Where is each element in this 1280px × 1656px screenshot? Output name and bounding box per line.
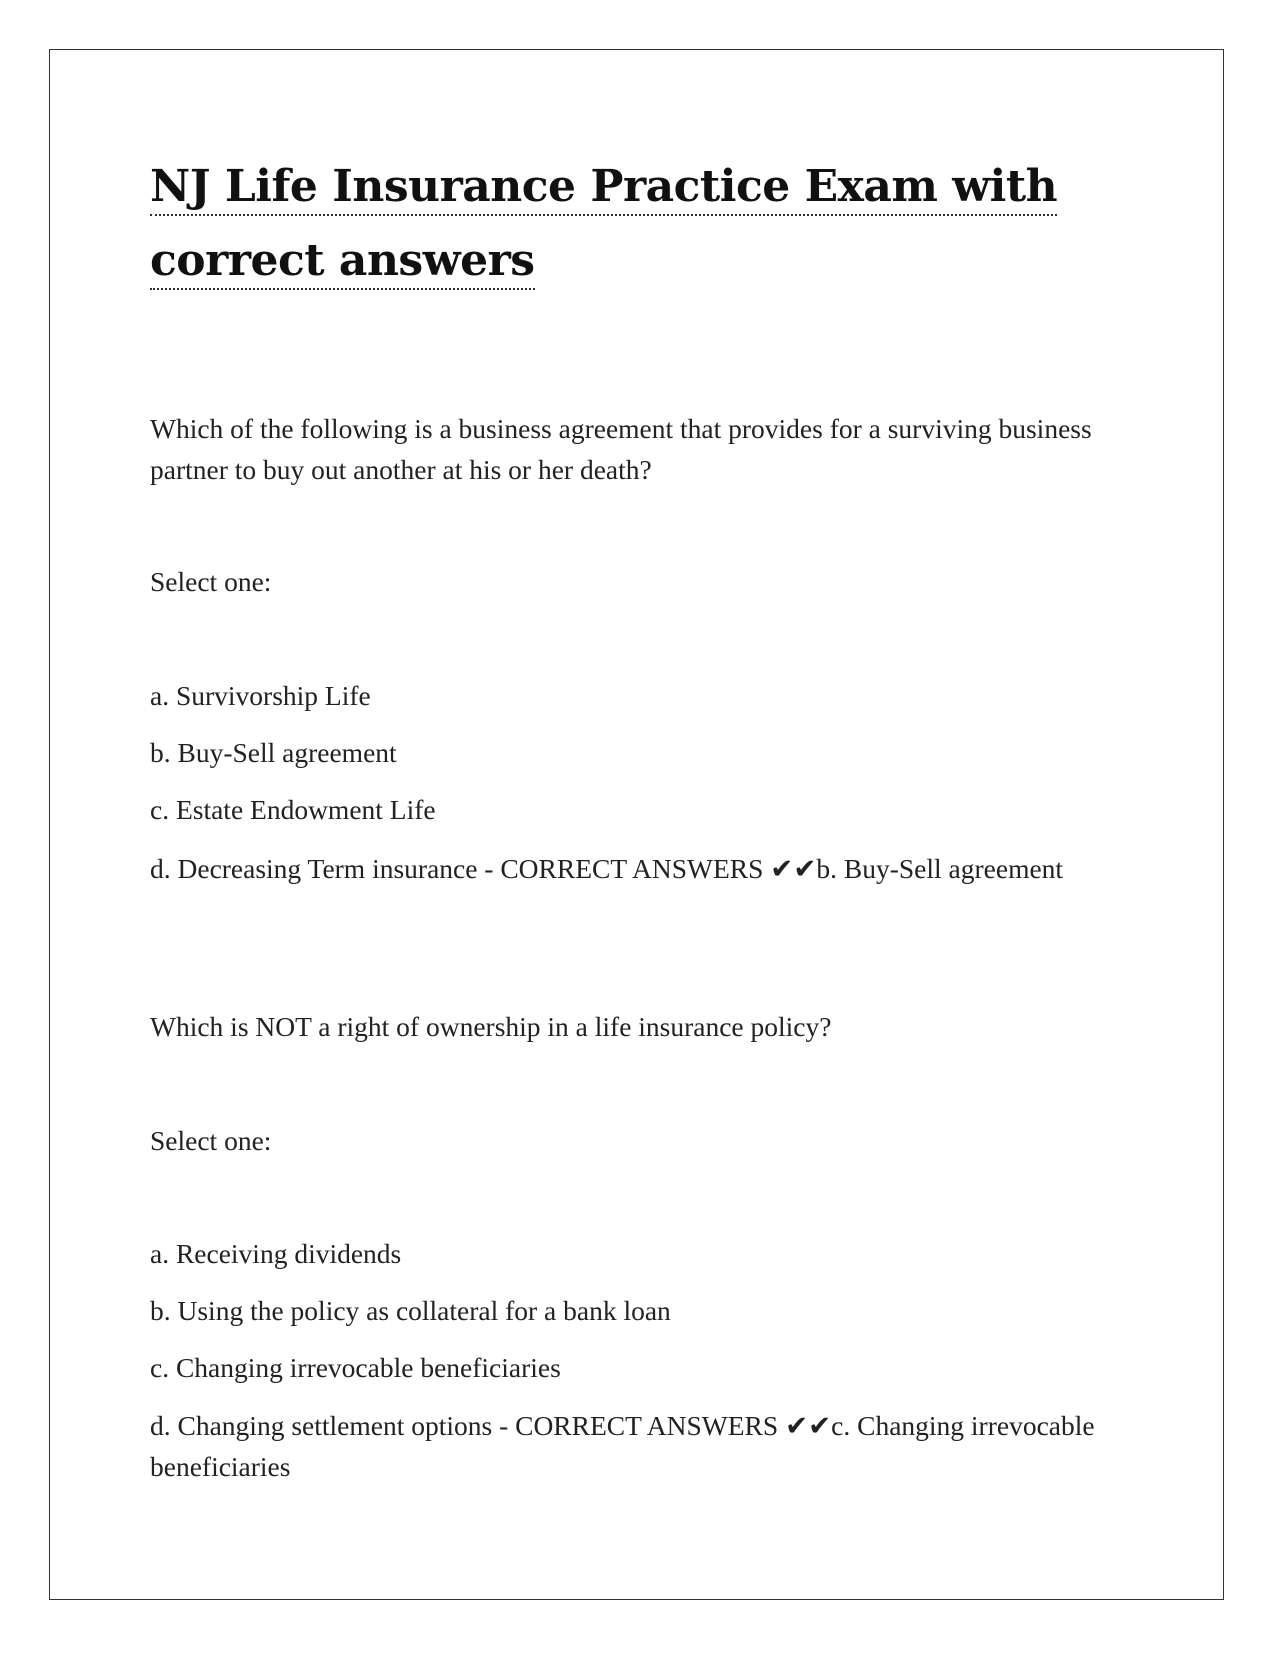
question-1-option-a: a. Survivorship Life bbox=[150, 680, 371, 711]
question-1-option-d-answer: d. Decreasing Term insurance - CORRECT ANSWERS ✔✔b. Buy-Sell agreement bbox=[150, 853, 1064, 884]
question-2-option-c: c. Changing irrevocable beneficiaries bbox=[150, 1352, 561, 1383]
question-1-option-b: b. Buy-Sell agreement bbox=[150, 737, 397, 768]
document-title bbox=[150, 150, 1110, 298]
question-1-prompt: Select one: bbox=[150, 566, 272, 597]
question-2-option-b: b. Using the policy as collateral for a bank loan bbox=[150, 1295, 671, 1326]
question-2-option-a: a. Receiving dividends bbox=[150, 1238, 402, 1269]
question-1: Which of the following is a business agreement that provides for a surviving business partner to buy out another at his or her death? bbox=[150, 413, 1092, 485]
question-2-option-d-answer: d. Changing settlement options - CORRECT ANSWERS ✔✔c. Changing irrevocable beneficiaries bbox=[150, 1410, 1095, 1482]
question-1-option-c: c. Estate Endowment Life bbox=[150, 794, 436, 825]
title-text: NJ Life Insurance Practice Exam with correct answers bbox=[150, 161, 1057, 290]
question-2: Which is NOT a right of ownership in a life insurance policy? bbox=[150, 1011, 832, 1042]
question-2-prompt: Select one: bbox=[150, 1125, 272, 1156]
